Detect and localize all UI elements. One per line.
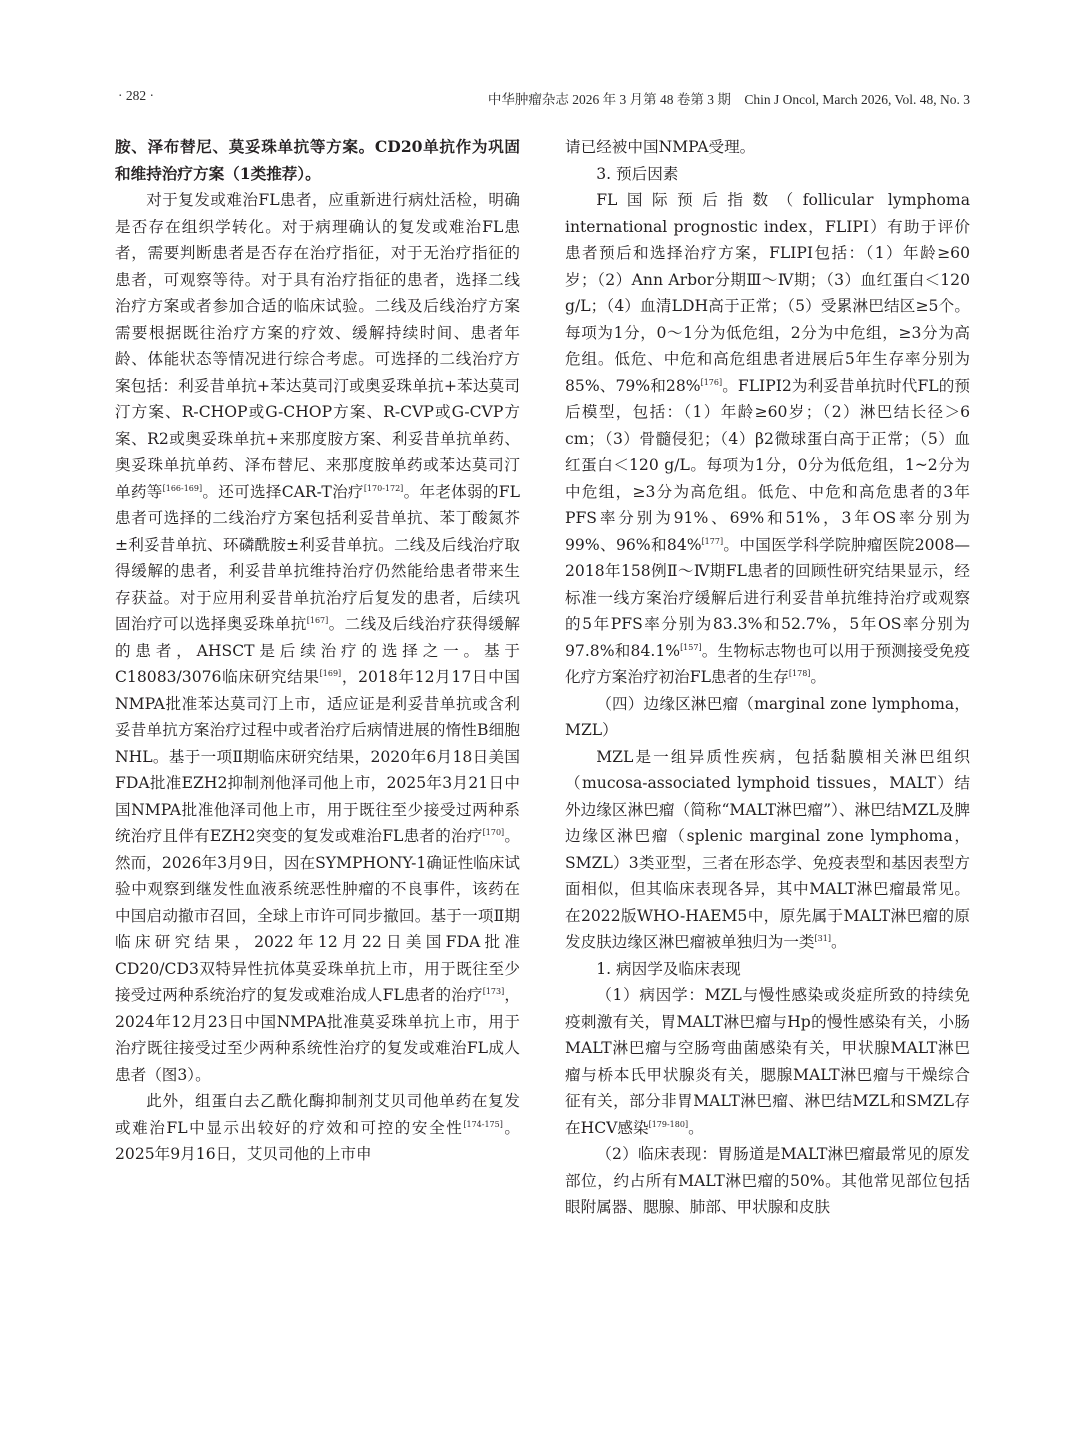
paragraph-relapsed-fl: 对于复发或难治FL患者，应重新进行病灶活检，明确是否存在组织学转化。对于病理确认的复发或难治FL患者，需要判断患者是否存在治疗指征，对于无治疗指征的患者，可观察等待。对于具有治疗指征的患者，选择二线治疗方案或者参加合适的临床试验。二线及后线治疗方案需要根据既往治疗方案的疗效、缓解持续时间、患者年龄、体能状态等情况进行综合考虑。可选择的二线治疗方案包括：利妥昔单抗+苯达莫司汀或奥妥珠单抗+苯达莫司汀方案、R-CHOP或G-CHOP方案、R-CVP或G-CVP方案、R2或奥妥珠单抗+来那度胺方案、利妥昔单抗单药、奥妥珠单抗单药、泽布替尼、来那度胺单药或苯达莫司汀单药等[166-169]。还可选择CAR-T治疗[170-172]。年老体弱的FL患者可选择的二线治疗方案包括利妥昔单抗、苯丁酸氮芥±利妥昔单抗、环磷酰胺±利妥昔单抗。二线及后线治疗取得缓解的患者，利妥昔单抗维持治疗仍然能给患者带来生存获益。对于应用利妥昔单抗治疗后复发的患者，后续巩固治疗可以选择奥妥珠单抗[167]。二线及后线治疗获得缓解的患者，AHSCT是后续治疗的选择之一。基于C18083/3076临床研究结果[169]，2018年12月17日中国NMPA批准苯达莫司汀上市，适应证是利妥昔单抗或含利妥昔单抗方案治疗过程中或者治疗后病情进展的惰性B细胞NHL。基于一项Ⅱ期临床研究结果，2020年6月18日美国FDA批准EZH2抑制剂他泽司他上市，2025年3月21日中国NMPA批准他泽司他上市，用于既往至少接受过两种系统治疗且伴有EZH2突变的复发或难治FL患者的治疗[170]。然而，2026年3月9日，因在SYMPHONY-1确证性临床试验中观察到继发性血液系统恶性肿瘤的不良事件，该药在中国启动撤市召回，全球上市许可同步撤回。基于一项Ⅱ期临床研究结果，2022年12月22日美国FDA批准CD20/CD3双特异性抗体莫妥珠单抗上市，用于既往至少接受过两种系统治疗的复发或难治成人FL患者的治疗[173]，2024年12月23日中国NMPA批准莫妥珠单抗上市，用于治疗既往接受过至少两种系统性治疗的复发或难治FL成人患者（图3）。 <box>115 191 520 1084</box>
paragraph-clinical-presentation: （2）临床表现：胃肠道是MALT淋巴瘤最常见的原发部位，约占所有MALT淋巴瘤的50%。其他常见部位包括眼附属器、腮腺、肺部、甲状腺和皮肤 <box>565 1145 970 1216</box>
paragraph-recommendation: 胺、泽布替尼、莫妥珠单抗等方案。CD20单抗作为巩固和维持治疗方案（1类推荐）。 <box>115 137 520 183</box>
citation-ref: [176] <box>700 377 723 387</box>
citation-ref: [157] <box>680 642 702 652</box>
citation-ref: [179-180] <box>648 1119 689 1129</box>
paragraph-mzl-overview: MZL是一组异质性疾病，包括黏膜相关淋巴组织（mucosa-associated lymphoid tissues，MALT）结外边缘区淋巴瘤（简称“MALT淋巴瘤”）、淋巴结MZL及脾边缘区淋巴瘤（splenic marginal zone lymphoma，SMZL）3类亚型，三者在形态学、免疫表型和基因表型方面相似，但其临床表现各异，其中MALT淋巴瘤最常见。在2022版WHO-HAEM5中，原先属于MALT淋巴瘤的原发皮肤边缘区淋巴瘤被单独归为一类[31]。 <box>565 747 970 951</box>
citation-ref: [177] <box>701 536 724 546</box>
page-number: · 282 · <box>118 88 154 103</box>
paragraph-hdac-inhibitor: 此外，组蛋白去乙酰化酶抑制剂艾贝司他单药在复发或难治FL中显示出较好的疗效和可控的安全性[174-175]。2025年9月16日，艾贝司他的上市申 <box>115 1092 520 1163</box>
citation-ref: [167] <box>306 616 329 625</box>
citation-ref: [169] <box>319 669 342 678</box>
section-heading-etiology: 1. 病因学及临床表现 <box>596 959 741 978</box>
citation-ref: [31] <box>814 934 831 943</box>
left-column <box>115 134 520 1168</box>
citation-ref: [173] <box>482 987 505 996</box>
citation-ref: [170-172] <box>363 483 404 493</box>
paragraph-etiology: （1）病因学：MZL与慢性感染或炎症所致的持续免疫刺激有关，胃MALT淋巴瘤与Hp的慢性感染有关，小肠MALT淋巴瘤与空肠弯曲菌感染有关，甲状腺MALT淋巴瘤与桥本氏甲状腺炎有关，腮腺MALT淋巴瘤与干燥综合征有关，部分非胃MALT淋巴瘤、淋巴结MZL和SMZL存在HCV感染[179-180]。 <box>565 986 970 1137</box>
journal-citation: 中华肿瘤杂志 2026 年 3 月第 48 卷第 3 期 Chin J Oncol, March 2026, Vol. 48, No. 3 <box>487 92 970 107</box>
right-column <box>565 134 970 1221</box>
page-header <box>118 88 970 110</box>
citation-ref: [166-169] <box>162 483 203 493</box>
citation-ref: [178] <box>788 669 811 678</box>
paragraph-flipi: FL国际预后指数（follicular lymphoma international prognostic index，FLIPI）有助于评价患者预后和选择治疗方案，FLIPI包括：（1）年龄≥60岁；（2）Ann Arbor分期Ⅲ～Ⅳ期；（3）血红蛋白＜120 g/L；（4）血清LDH高于正常；（5）受累淋巴结区≥5个。每项为1分，0～1分为低危组，2分为中危组，≥3分为高危组。低危、中危和高危组患者进展后5年生存率分别为85%、79%和28%[176]。FLIPI2为利妥昔单抗时代FL的预后模型，包括：（1）年龄≥60岁；（2）淋巴结长径＞6 cm；（3）骨髓侵犯；（4）β2微球蛋白高于正常；（5）血红蛋白＜120 g/L。每项为1分，0分为低危组，1~2分为中危组，≥3分为高危组。低危、中危和高危患者的3年PFS率分别为91%、69%和51%，3年OS率分别为99%、96%和84%[177]。中国医学科学院肿瘤医院2008—2018年158例Ⅱ～Ⅳ期FL患者的回顾性研究结果显示，经标准一线方案治疗缓解后进行利妥昔单抗维持治疗或观察的5年PFS率分别为83.3%和52.7%，5年OS率分别为97.8%和84.1%[157]。生物标志物也可以用于预测接受免疫化疗方案治疗初治FL患者的生存[178]。 <box>565 191 970 686</box>
citation-ref: [174-175] <box>463 1119 503 1129</box>
citation-ref: [170] <box>482 828 505 837</box>
paragraph-continuation: 请已经被中国NMPA受理。 <box>565 138 756 156</box>
section-heading-mzl: （四）边缘区淋巴瘤（marginal zone lymphoma，MZL） <box>565 694 970 739</box>
section-heading-prognosis: 3. 预后因素 <box>596 164 679 183</box>
